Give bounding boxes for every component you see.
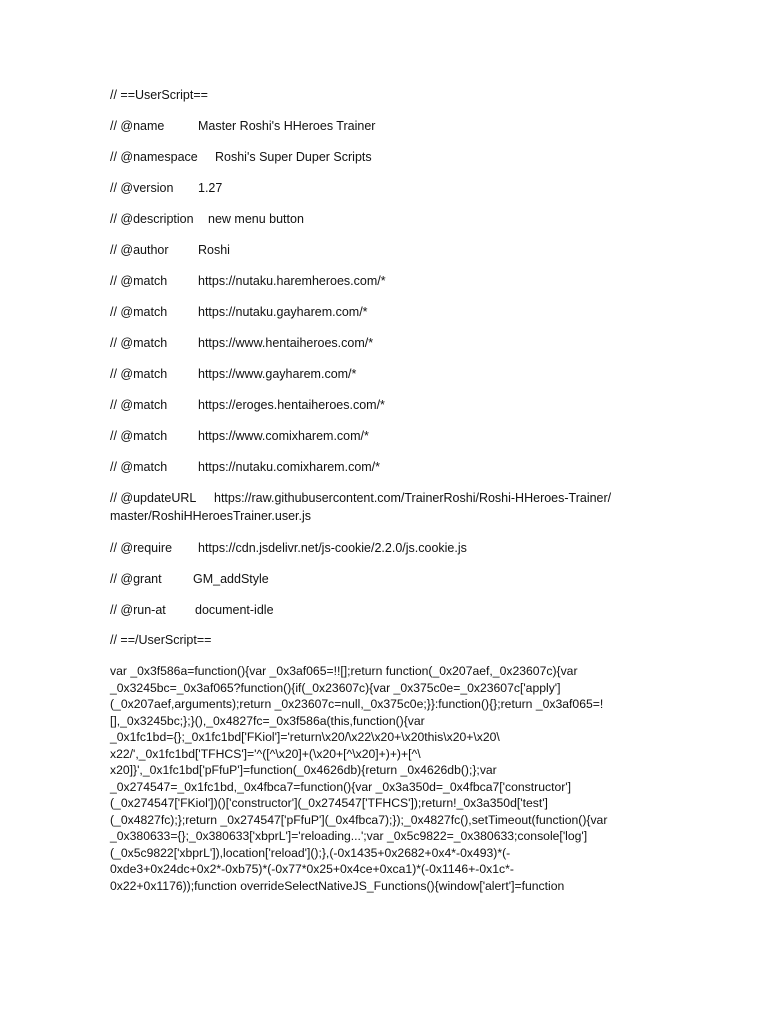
meta-line-require (110, 540, 467, 556)
meta-value: https://raw.githubusercontent.com/TrainerRoshi/Roshi-HHeroes-Trainer/ (214, 491, 612, 505)
code-line: _0x380633={};_0x380633['xbprL']='reloading...';var _0x5c9822=_0x380633;console['log'] (110, 829, 588, 843)
meta-value: GM_addStyle (193, 572, 269, 586)
meta-line-updateurl (110, 490, 612, 506)
meta-line-match (110, 366, 357, 382)
meta-line-match (110, 459, 381, 475)
code-line: [],_0x3245bc;};}(),_0x4827fc=_0x3f586a(this,function(){var (110, 713, 425, 728)
meta-value: Master Roshi's HHeroes Trainer (198, 119, 376, 133)
meta-line-match (110, 428, 369, 444)
code-line: (_0x274547['FKiol'])()['constructor'](_0x274547['TFHCS']);return!_0x3a350d['test'] (110, 796, 548, 810)
meta-line-grant (110, 571, 269, 587)
meta-key: // @match (110, 336, 168, 350)
code-line: _0x274547=_0x1fc1bd,_0x4fbca7=function(){var _0x3a350d=_0x4fbca7['constructor'] (110, 779, 572, 794)
meta-key: // @match (110, 305, 168, 319)
meta-line-match (110, 304, 368, 320)
meta-key: // @match (110, 367, 168, 381)
meta-key: // @name (110, 119, 165, 133)
meta-value: https://cdn.jsdelivr.net/js-cookie/2.2.0/js.cookie.js (198, 541, 467, 555)
code-line: var _0x3f586a=function(){var _0x3af065=!![];return function(_0x207aef,_0x23607c){var (110, 664, 578, 678)
meta-value: https://www.gayharem.com/* (198, 367, 357, 381)
meta-key: // @match (110, 274, 168, 288)
meta-value: Roshi (198, 243, 230, 257)
meta-value: https://www.comixharem.com/* (198, 429, 369, 443)
code-line: (_0x5c9822['xbprL']),location['reload']();},(-0x1435+0x2682+0x4*-0x493)*(- (110, 845, 511, 860)
meta-line-namespace (110, 149, 372, 165)
meta-line-match (110, 397, 385, 413)
meta-key: // @description (110, 212, 194, 226)
meta-key: // @require (110, 541, 173, 555)
userscript-open-tag: // ==UserScript== (110, 88, 208, 102)
code-line: x20]}',_0x1fc1bd['pFfuP']=function(_0x4626db){return _0x4626db();};var (110, 763, 497, 777)
code-line: _0x1fc1bd={};_0x1fc1bd['FKiol']='return\x20/\x22\x20+\x20this\x20+\x20\ (110, 730, 500, 744)
meta-line-match (110, 335, 374, 351)
meta-key: // @namespace (110, 150, 198, 164)
meta-value: Roshi's Super Duper Scripts (215, 150, 372, 164)
meta-value: document-idle (195, 603, 274, 617)
meta-key: // @author (110, 243, 169, 257)
meta-value: https://eroges.hentaiheroes.com/* (198, 398, 385, 412)
code-body (110, 663, 658, 894)
meta-value: https://nutaku.haremheroes.com/* (198, 274, 386, 288)
meta-key: // @match (110, 460, 168, 474)
code-line: _0x3245bc=_0x3af065?function(){if(_0x23607c){var _0x375c0e=_0x23607c['apply'] (110, 680, 561, 695)
meta-key: // @version (110, 181, 174, 195)
userscript-close-tag: // ==/UserScript== (110, 633, 212, 647)
meta-line-version (110, 180, 223, 196)
meta-line-description (110, 211, 304, 227)
meta-value: new menu button (208, 212, 304, 226)
code-line: 0xde3+0x24dc+0x2*-0xb75)*(-0x77*0x25+0x4ce+0xca1)*(-0x1146+-0x1c*- (110, 862, 514, 876)
meta-key: // @match (110, 429, 168, 443)
meta-value: https://www.hentaiheroes.com/* (198, 336, 374, 350)
meta-key: // @updateURL (110, 491, 197, 505)
code-line: x22/',_0x1fc1bd['TFHCS']='^([^\x20]+(\x20+[^\x20]+)+)+[^\ (110, 746, 421, 761)
code-line: (_0x207aef,arguments);return _0x23607c=null,_0x375c0e;}}:function(){};return _0x3af065=! (110, 697, 604, 711)
meta-line-run-at (110, 602, 274, 618)
meta-key: // @match (110, 398, 168, 412)
meta-line-match (110, 273, 386, 289)
code-line: (_0x4827fc);};return _0x274547['pFfuP'](_0x4fbca7);});_0x4827fc(),setTimeout(function(){var (110, 812, 608, 827)
meta-key: // @run-at (110, 603, 166, 617)
meta-key: // @grant (110, 572, 162, 586)
code-line: 0x22+0x1176));function overrideSelectNativeJS_Functions(){window['alert']=function (110, 878, 565, 893)
meta-value: https://nutaku.comixharem.com/* (198, 460, 381, 474)
meta-line-name (110, 118, 376, 134)
meta-value: https://nutaku.gayharem.com/* (198, 305, 368, 319)
meta-line-author (110, 242, 230, 258)
meta-value: 1.27 (198, 181, 223, 195)
meta-line-updateurl-cont: master/RoshiHHeroesTrainer.user.js (110, 509, 311, 523)
